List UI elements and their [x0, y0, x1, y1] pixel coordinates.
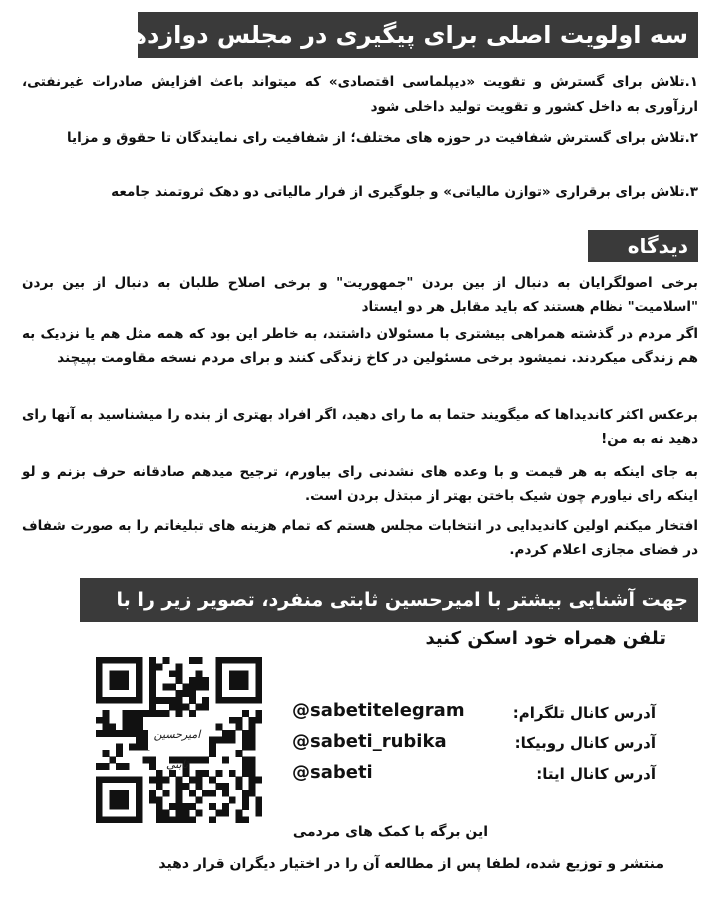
priority-item-2: ۲.تلاش برای گسترش شفافیت در حوزه های مختلف؛ از شفافیت رای نمایندگان تا حقوق و مزایا [66, 130, 698, 146]
viewpoint-paragraph-1: برخی اصولگرایان به دنبال از بین بردن "جمهوریت" و برخی اصلاح طلبان به دنبال از بین بردن "اسلامیت" نظام هستند که باید مقابل هر دو ایستاد [22, 275, 698, 315]
eitaa-channel-label: آدرس کانال ایتا: [536, 765, 656, 783]
telegram-channel-handle[interactable]: @sabetitelegram [292, 700, 465, 721]
viewpoint-paragraph-2: اگر مردم در گذشته همراهی بیشتری با مسئولان داشتند، به خاطر این بود که همه مثل هم یا نزدیک به هم زندگی میکردند. نمیشود برخی مسئولین در کاخ زندگی کنند و برای مردم نسخه مقاومت بپیچند [22, 326, 698, 366]
priorities-title-banner: سه اولویت اصلی برای پیگیری در مجلس دوازدهم [138, 12, 698, 58]
footer-line-1: این برگه با کمک های مردمی [292, 824, 488, 840]
rubika-channel-handle[interactable]: @sabeti_rubika [292, 731, 447, 752]
telegram-channel-label: آدرس کانال تلگرام: [512, 704, 656, 722]
priority-item-1: ۱.تلاش برای گسترش و تقویت «دیپلماسی اقتصادی» که میتواند باعث افزایش صادرات غیرنفتی، ارزآوری به داخل کشور و تقویت تولید داخلی شود [22, 74, 698, 115]
priority-item-3: ۳.تلاش برای برقراری «توازن مالیاتی» و جلوگیری از فرار مالیاتی دو دهک ثروتمند جامعه [111, 184, 698, 200]
eitaa-channel-handle[interactable]: @sabeti [292, 762, 373, 783]
rubika-channel-label: آدرس کانال روبیکا: [514, 734, 656, 752]
viewpoint-paragraph-3: برعکس اکثر کاندیداها که میگویند حتما به ما رای دهید، اگر افراد بهتری از بنده را میشناسید به آنها رای دهید نه به من! [22, 407, 698, 447]
scan-instruction: تلفن همراه خود اسکن کنید [425, 628, 666, 649]
qr-signature-logo: امیرحسین ثابتی [148, 720, 206, 750]
footer-line-2: منتشر و توزیع شده، لطفا پس از مطالعه آن را در اختیار دیگران قرار دهید [158, 856, 664, 872]
viewpoint-paragraph-4: به جای اینکه به هر قیمت و با وعده های نشدنی رای بیاورم، ترجیح میدهم صادقانه حرف بزنم و لو اینکه رای نیاورم چون شیک باختن بهتر از مبتذل بردن است. [22, 464, 698, 504]
viewpoint-paragraph-5: افتخار میکنم اولین کاندیدایی در انتخابات مجلس هستم که تمام هزینه های تبلیغاتم را به صورت شفاف در فضای مجازی اعلام کردم. [22, 518, 698, 558]
viewpoint-title-banner: دیدگاه [588, 230, 698, 262]
contact-banner: جهت آشنایی بیشتر با امیرحسین ثابتی منفرد، تصویر زیر را با [80, 578, 698, 622]
